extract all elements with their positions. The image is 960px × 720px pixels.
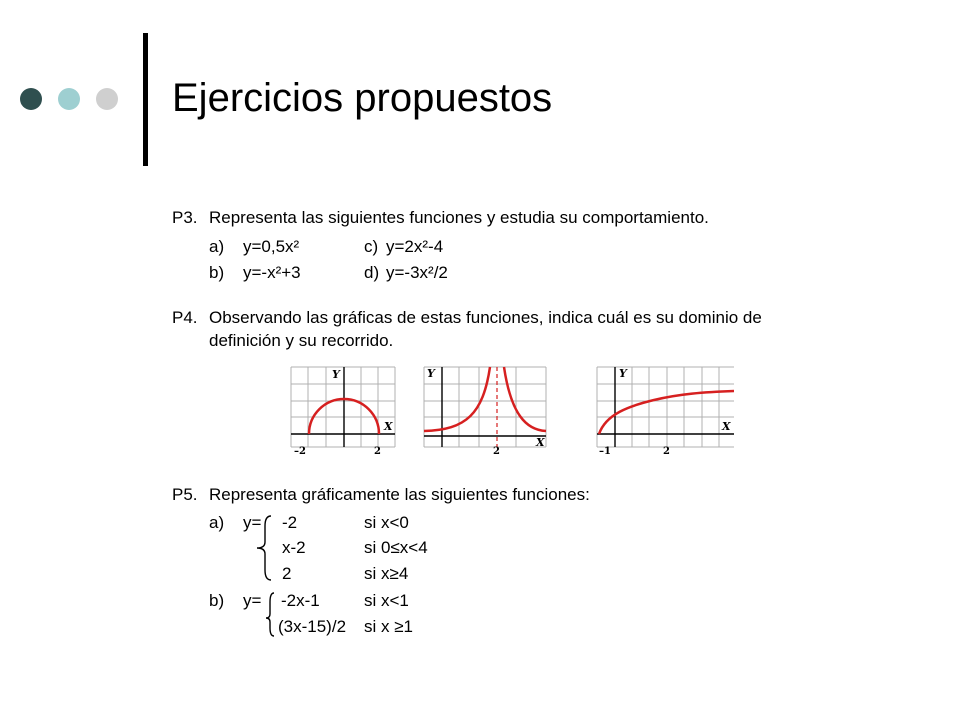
graph-semicircle [288, 364, 400, 456]
graph1-x-label: X [384, 420, 393, 433]
bullet-dot-teal [58, 88, 80, 110]
p4-text-line2: definición y su recorrido. [209, 331, 394, 350]
p5-a-letter: a) [209, 513, 225, 532]
p5-b-expr-2: (3x-15)/2 [278, 617, 347, 636]
p5-a-brace [254, 512, 278, 584]
p3-item-d-expr: y=-3x²/2 [386, 263, 448, 282]
p5-b-expr-1: -2x-1 [281, 591, 320, 610]
p5-text: Representa gráficamente las siguientes funciones: [209, 485, 590, 504]
p5-a-cond-3: si x≥4 [364, 564, 409, 583]
p5-a-expr-1: -2 [282, 513, 298, 532]
page-title: Ejercicios propuestos [172, 76, 553, 120]
graph3-x-label: X [722, 420, 731, 433]
p3-item-d-letter: d) [364, 263, 380, 282]
graph3-tick-2: 2 [663, 446, 670, 456]
graph2-y-label: Y [427, 367, 435, 380]
p5-b-letter: b) [209, 591, 225, 610]
p5-a-expr-3: 2 [282, 564, 292, 583]
p4-text-line1: Observando las gráficas de estas funciones, indica cuál es su dominio de [209, 308, 762, 327]
bullet-dot-dark [20, 88, 42, 110]
p3-item-b-expr: y=-x²+3 [243, 263, 301, 282]
p5-a-expr-2: x-2 [282, 538, 306, 557]
title-divider [143, 33, 148, 166]
p3-item-c-expr: y=2x²-4 [386, 237, 444, 256]
p5-number: P5. [172, 485, 198, 504]
graph1-tick-2: 2 [374, 446, 381, 456]
bullet-dot-grey [96, 88, 118, 110]
p5-a-y: y= [243, 513, 262, 532]
p4-number: P4. [172, 308, 198, 327]
p3-item-c-letter: c) [364, 237, 379, 256]
p5-b-cond-1: si x<1 [364, 591, 409, 610]
p3-item-b-letter: b) [209, 263, 225, 282]
graph3-y-label: Y [619, 367, 627, 380]
p3-text: Representa las siguientes funciones y estudia su comportamiento. [209, 208, 709, 227]
p3-item-a-expr: y=0,5x² [243, 237, 300, 256]
graph1-tick-neg2: –2 [294, 446, 306, 456]
graph3-tick-neg1: –1 [599, 446, 611, 456]
p3-item-a-letter: a) [209, 237, 225, 256]
graph2-x-label: X [536, 436, 545, 449]
p3-number: P3. [172, 208, 198, 227]
graph-root [594, 364, 738, 456]
p5-b-cond-2: si x ≥1 [364, 617, 414, 636]
p5-a-cond-1: si x<0 [364, 513, 409, 532]
graph1-y-label: Y [332, 368, 340, 381]
graph-asymptote [421, 364, 551, 456]
p5-a-cond-2: si 0≤x<4 [364, 538, 428, 557]
graph2-tick-2: 2 [493, 446, 500, 456]
p5-b-y: y= [243, 591, 262, 610]
